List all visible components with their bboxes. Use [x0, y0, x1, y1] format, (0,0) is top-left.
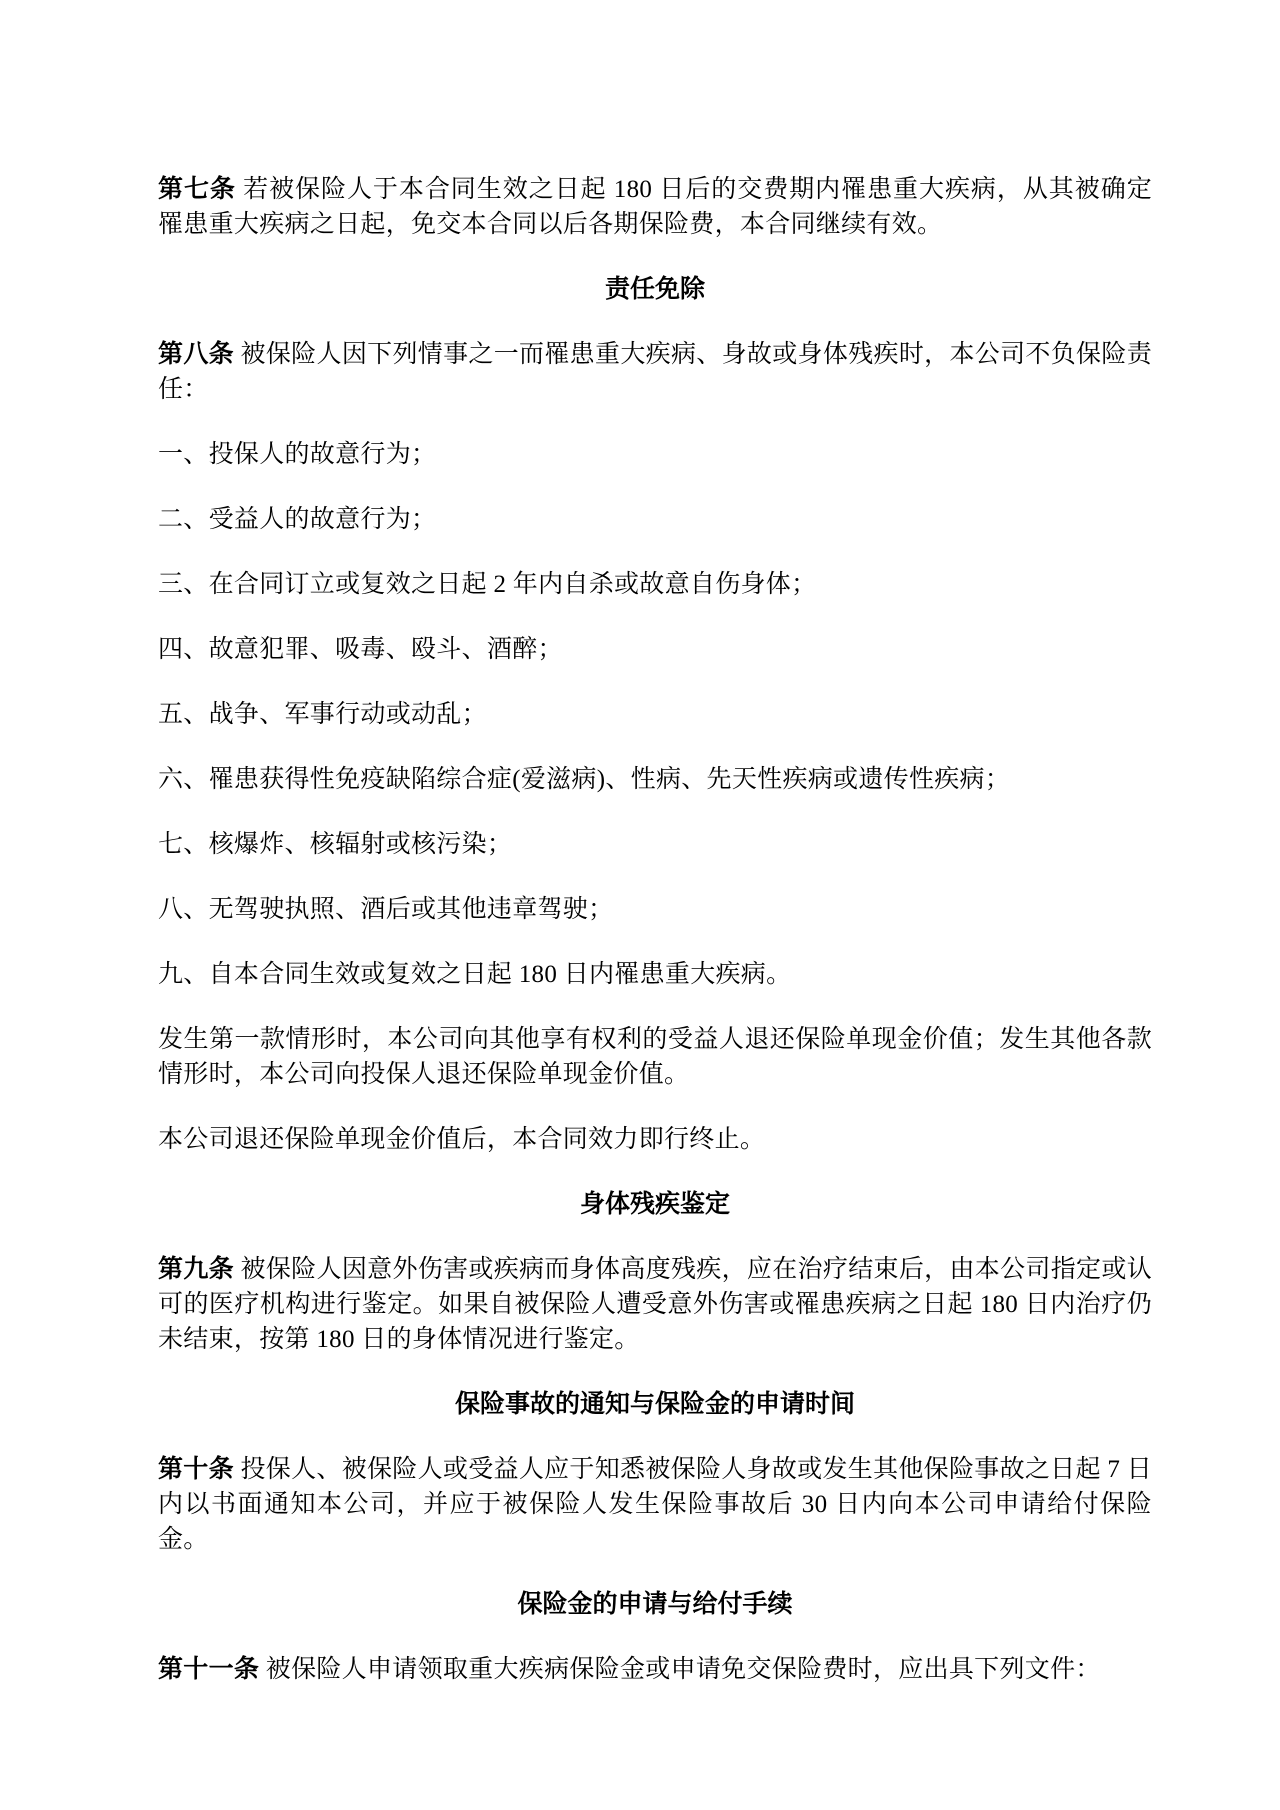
exclusion-list-item: 四、故意犯罪、吸毒、殴斗、酒醉； — [158, 636, 563, 663]
article-number: 第七条 — [158, 175, 236, 203]
article-number: 第十条 — [158, 1455, 234, 1483]
section-heading: 身体残疾鉴定 — [579, 1190, 730, 1218]
article-paragraph — [158, 1452, 1152, 1557]
article-text: 若被保险人于本合同生效之日起 180 日后的交费期内罹患重大疾病，从其被确定罹患重大疾病之日起，免交本合同以后各期保险费，本合同继续有效。 — [158, 176, 1152, 238]
article-text: 被保险人因意外伤害或疾病而身体高度残疾，应在治疗结束后，由本公司指定或认可的医疗机构进行鉴定。如果自被保险人遭受意外伤害或罹患疾病之日起 180 日内治疗仍未结束，按第 180 日的身体情况进行鉴定。 — [158, 1256, 1152, 1353]
article-paragraph: 发生第一款情形时，本公司向其他享有权利的受益人退还保险单现金价值；发生其他各款情形时，本公司向投保人退还保险单现金价值。 — [158, 1026, 1152, 1088]
exclusion-list-item: 三、在合同订立或复效之日起 2 年内自杀或故意自伤身体； — [158, 571, 817, 598]
section-heading: 保险事故的通知与保险金的申请时间 — [454, 1390, 855, 1418]
document-content — [158, 172, 1152, 1687]
article-text: 被保险人因下列情事之一而罹患重大疾病、身故或身体残疾时，本公司不负保险责任： — [158, 341, 1152, 403]
exclusion-list-item: 七、核爆炸、核辐射或核污染； — [158, 831, 513, 858]
exclusion-list-item: 六、罹患获得性免疫缺陷综合症(爱滋病)、性病、先天性疾病或遗传性疾病； — [158, 766, 1011, 793]
section-heading: 保险金的申请与给付手续 — [517, 1590, 793, 1618]
exclusion-list-item: 九、自本合同生效或复效之日起 180 日内罹患重大疾病。 — [158, 961, 792, 988]
article-paragraph: 本公司退还保险单现金价值后，本合同效力即行终止。 — [158, 1126, 766, 1153]
article-paragraph — [158, 1652, 1152, 1687]
article-text: 被保险人申请领取重大疾病保险金或申请免交保险费时，应出具下列文件： — [265, 1656, 1101, 1683]
exclusion-list-item: 八、无驾驶执照、酒后或其他违章驾驶； — [158, 896, 614, 923]
section-heading: 责任免除 — [604, 275, 705, 303]
article-number: 第十一条 — [158, 1655, 260, 1683]
article-paragraph — [158, 337, 1152, 407]
article-number: 第八条 — [158, 340, 234, 368]
article-number: 第九条 — [158, 1255, 234, 1283]
article-paragraph — [158, 172, 1152, 242]
exclusion-list-item: 五、战争、军事行动或动乱； — [158, 701, 487, 728]
article-text: 投保人、被保险人或受益人应于知悉被保险人身故或发生其他保险事故之日起 7 日内以书面通知本公司，并应于被保险人发生保险事故后 30 日内向本公司申请给付保险金。 — [158, 1456, 1152, 1553]
exclusion-list-item: 一、投保人的故意行为； — [158, 441, 437, 468]
article-paragraph — [158, 1252, 1152, 1357]
exclusion-list-item: 二、受益人的故意行为； — [158, 506, 437, 533]
